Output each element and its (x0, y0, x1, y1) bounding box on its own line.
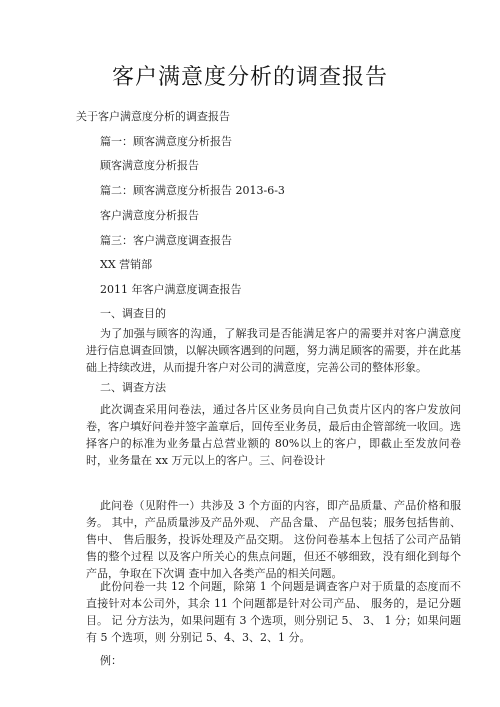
department-line: XX 营销部 (100, 258, 153, 271)
piece-three-heading: 篇三：客户满意度调查报告 (100, 234, 232, 247)
method-text: 此次调查采用问卷法，通过各片区业务员向自己负责片区内的客户发放问卷，客户填好问卷并签字盖章后，回传至业务员，最后由企管部统一收回。选择客户的标准为业务量占总营业额的 80%以上的客户，即截止至发放问卷时，业务量在 xx 万元以上的客户。三、问卷设计 (86, 403, 461, 467)
piece-one-subtitle: 顾客满意度分析报告 (100, 159, 199, 172)
section-method-heading: 二、调查方法 (100, 381, 166, 394)
purpose-text: 为了加强与顾客的沟通，了解我司是否能满足客户的需要并对客户满意度进行信息调查回馈，以解决顾客遇到的问题，努力满足顾客的需要，并在此基础上持续改进，从而提升客户对公司的满意度，完善公司的整体形象。 (86, 327, 461, 374)
document-title: 客户满意度分析的调查报告 (111, 65, 388, 90)
piece-two-heading: 篇二：顾客满意度分析报告 2013-6-3 (100, 184, 285, 197)
intro-line: 关于客户满意度分析的调查报告 (76, 110, 230, 123)
section-purpose-heading: 一、调查目的 (100, 307, 166, 320)
report-name-line: 2011 年客户满意度调查报告 (100, 283, 242, 296)
scoring-paragraph (86, 578, 461, 646)
purpose-paragraph (86, 325, 461, 376)
piece-two-subtitle: 客户满意度分析报告 (100, 209, 199, 222)
example-line: 例： (100, 654, 122, 667)
questionnaire-paragraph (86, 497, 461, 582)
scoring-text: 此份问卷一共 12 个问题，除第 1 个问题是调查客户对于质量的态度而不直接针对本公司外，其余 11 个问题都是针对公司产品、 服务的，是记分题目。 记 分方法为，如果问题有 3 个选项，则分别记 5、 3、 1 分；如果问题有 5 个选项，则 分别记 5、4、3、2、1 分。 (86, 580, 461, 644)
piece-one-heading: 篇一：顾客满意度分析报告 (100, 135, 232, 148)
questionnaire-text: 此问卷（见附件一）共涉及 3 个方面的内容，即产品质量、产品价格和服 务。 其中，产品质量涉及产品外观、 产品含量、 产品包装；服务包括售前、售中、 售后服务，投诉处理及产品交期。 这份问卷基本上包括了公司产品销售的整个过程 以及客户所关心的焦点问题，但还不够细致，没有细化到每个产品，争取在下次调 查中加入各类产品的相关问题。 (86, 499, 461, 580)
method-paragraph (86, 401, 461, 469)
